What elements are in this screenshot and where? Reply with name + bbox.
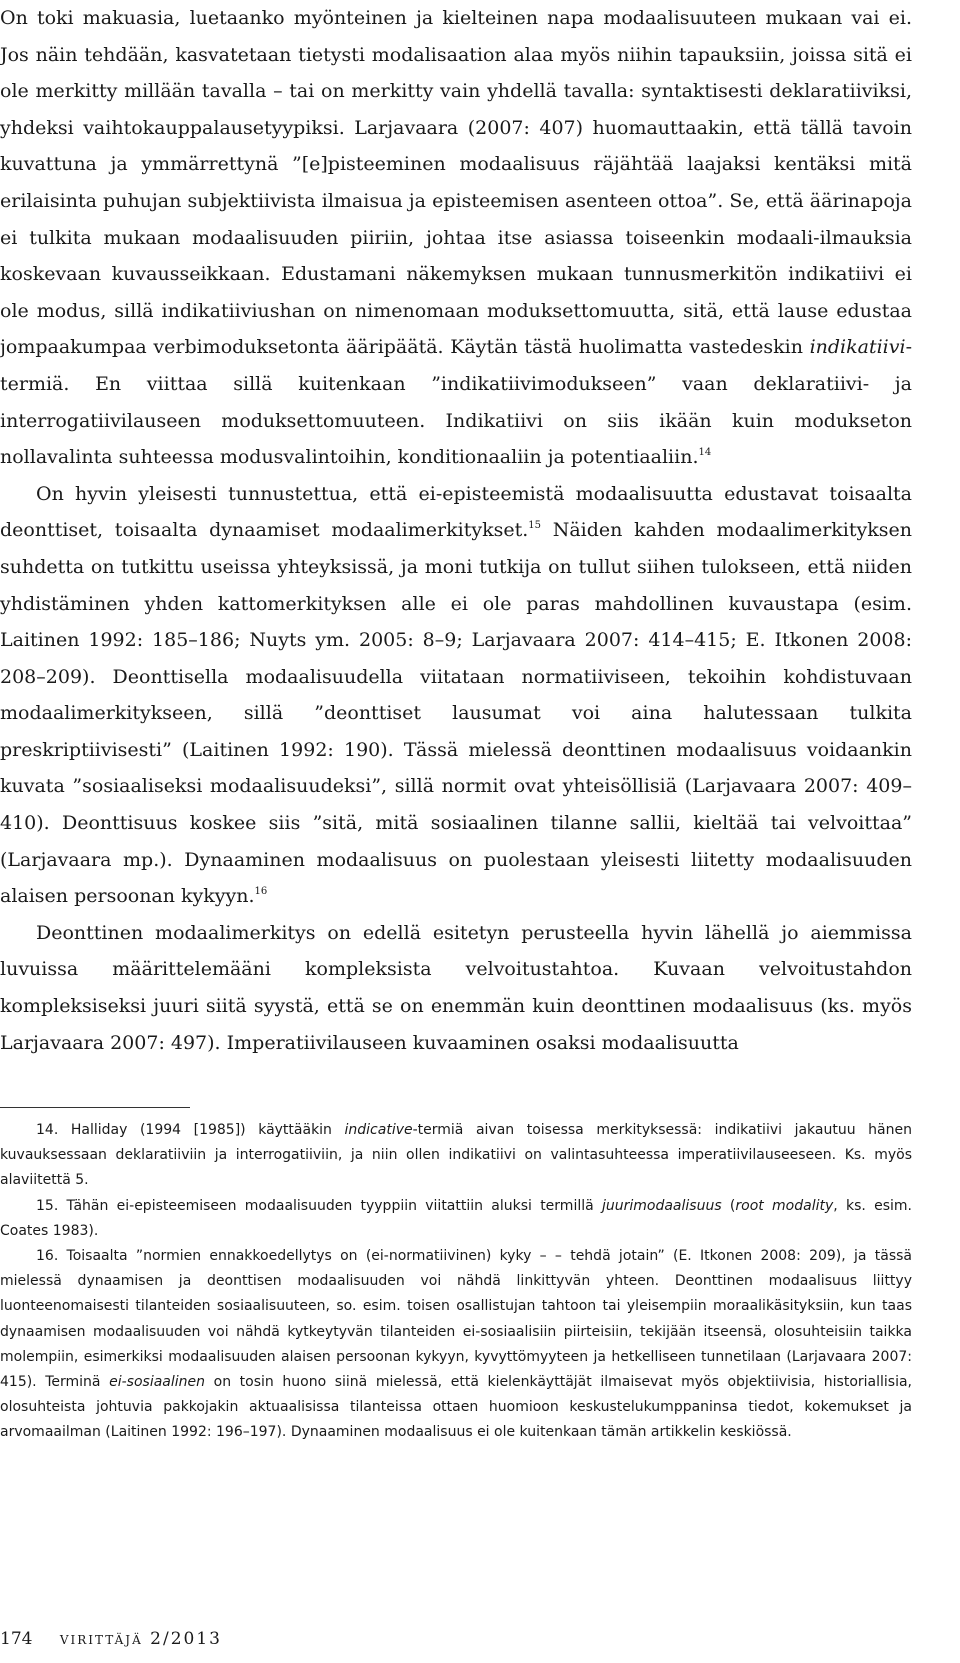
footnotes	[0, 1118, 912, 1446]
footnote-16-term: ei-sosiaalinen	[109, 1374, 206, 1391]
journal-name: virittäjä 2/2013	[59, 1629, 222, 1649]
footnote-14	[0, 1118, 912, 1194]
page-number: 174	[0, 1629, 33, 1649]
footnote-15-text-end: , ks. esim. Coates 1983).	[0, 1197, 912, 1239]
footnote-16-text: 16. Toisaalta ”normien ennakkoedellytys on (ei-normatiivinen) kyky – – tehdä jotain” (E. Itkonen 2008: 209), ja tässä mielessä dynaamisen ja deonttisen modaalisuuden voi nähdä linkittyvän yhteen. Deonttinen modaalisuus liittyy luonteenomaisesti tilanteiden sosiaalisuuteen, so. esim. toisen osallistujan tahtoon tai yleisempiin moraalikäsityksiin, kun taas dynaamisen modaalisuuden voi nähdä kytkeytyvän tilanteiden ei-sosiaalisiin piirteisiin, tekijään itseensä, olosuhteisiin taikka molempiin, esimerkiksi modaalisuuden alaisen persoonan kykyyn, kyvyttömyyteen ja hetkelliseen tunnetilaan (Larjavaara 2007: 415). Terminä	[0, 1248, 912, 1391]
footnote-15-term-2: root modality	[735, 1197, 834, 1214]
paragraph-1-text-cont: -termiä. En viittaa sillä kuitenkaan ”indikatiivimodukseen” vaan deklaratiivi- ja interrogatiivilauseen moduksettomuuteen. Indikatiivi on siis ikään kuin modukseton nollavalinta suhteessa modusvalintoihin, konditionaaliin ja potentiaaliin.	[0, 336, 912, 469]
footnote-15-text-cont: (	[721, 1197, 736, 1214]
page-footer	[0, 1626, 222, 1652]
paragraph-2-text-cont: Näiden kahden modaalimerkityksen suhdetta on tutkittu useissa yhteyksissä, ja moni tutkija on tullut siihen tulokseen, että niiden yhdistäminen yhden kattomerkityksen alle ei ole paras mahdollinen kuvaustapa (esim. Laitinen 1992: 185–186; Nuyts ym. 2005: 8–9; Larjavaara 2007: 414–415; E. Itkonen 2008: 208–209). Deonttisella modaalisuudella viitataan normatiiviseen, tekoihin kohdistuvaan modaalimerkitykseen, sillä ”deonttiset lausumat voi aina halutessaan tulkita preskriptiivisesti” (Laitinen 1992: 190). Tässä mielessä deonttinen modaalisuus voidaankin kuvata ”sosiaaliseksi modaalisuudeksi”, sillä normit ovat yhteisöllisiä (Larjavaara 2007: 409–410). Deonttisuus koskee siis ”sitä, mitä sosiaalinen tilanne sallii, kieltää tai velvoittaa” (Larjavaara mp.). Dynaaminen modaalisuus on puolestaan yleisesti liitetty modaalisuuden alaisen persoonan kykyyn.	[0, 519, 912, 908]
footnote-ref-16[interactable]: 16	[254, 886, 268, 898]
footnote-ref-15[interactable]: 15	[528, 520, 541, 532]
footnote-16	[0, 1244, 912, 1446]
footnote-ref-14[interactable]: 14	[698, 447, 712, 459]
paragraph-1	[0, 0, 912, 476]
footnote-14-text: 14. Halliday (1994 [1985]) käyttääkin	[36, 1122, 345, 1138]
paragraph-1-text: On toki makuasia, luetaanko myönteinen ja kielteinen napa modaalisuuteen mukaan vai ei. Jos näin tehdään, kasvatetaan tietysti modalisaation alaa myös niihin tapauksiin, joissa sitä ei ole merkitty millään tavalla – tai on merkitty vain yhdellä tavalla: syntaktisesti deklaratiiviksi, yhdeksi vaihtokauppalausetyypiksi. Larjavaara (2007: 407) huomauttaakin, että tällä tavoin kuvattuna ja ymmärrettynä ”[e]pisteeminen modaalisuus räjähtää laajaksi kentäksi mitä erilaisinta puhujan subjektiivista ilmaisua ja episteemisen asenteen ottoa”. Se, että äärinapoja ei tulkita mukaan modaalisuuden piiriin, johtaa itse asiassa toiseenkin modaali-ilmauksia koskevaan kuvausseikkaan. Edustamani näkemyksen mukaan tunnusmerkitön indikatiivi ei ole modus, sillä indikatiiviushan on nimenomaan moduksettomuutta, sitä, että lause edustaa jompaakumpaa verbimoduksetonta ääripäätä. Käytän tästä huolimatta vastedeskin	[0, 7, 912, 359]
footnote-14-text-cont: -termiä aivan toisessa merkityksessä: indikatiivi jakautuu hänen kuvauksessaan deklaratiiviin ja interrogatiiviin, ja niin ollen indikatiivi on valintasuhteessa imperatiivilauseeseen. Ks. myös alaviitettä 5.	[0, 1122, 912, 1189]
footnote-15-text: 15. Tähän ei-episteemiseen modaalisuuden tyyppiin viitattiin aluksi termillä	[36, 1197, 602, 1214]
footnote-16-text-cont: on tosin huono siinä mielessä, että kielenkäyttäjät ilmaisevat myös objektiivisia, historiallisia, olosuhteista johtuvia pakkojakin aktuaalisissa tilanteissa ottaen huomioon keskustelukumppaninsa tiedot, kokemukset ja arvomaailman (Laitinen 1992: 196–197). Dynaaminen modaalisuus ei ole kuitenkaan tämän artikkelin keskiössä.	[0, 1374, 912, 1441]
footnote-15	[0, 1194, 912, 1244]
paragraph-2-text: On hyvin yleisesti tunnustettua, että ei-episteemistä modaalisuutta edustavat toisaalta deonttiset, toisaalta dynaamiset modaalimerkitykset.	[0, 482, 912, 542]
paragraph-2	[0, 476, 912, 915]
footnote-separator	[0, 1107, 190, 1108]
term-indikatiivi: indikatiivi	[809, 336, 906, 359]
footnote-14-term: indicative	[344, 1122, 413, 1138]
footnote-15-term: juurimodaalisuus	[601, 1197, 722, 1214]
paragraph-3: Deonttinen modaalimerkitys on edellä esitetyn perusteella hyvin lähellä jo aiemmissa luvuissa määrittelemääni kompleksista velvoitustahtoa. Kuvaan velvoitustahdon kompleksiseksi juuri siitä syystä, että se on enemmän kuin deonttinen modaalisuus (ks. myös Larjavaara 2007: 497). Imperatiivilauseen kuvaaminen osaksi modaalisuutta	[0, 921, 912, 1054]
